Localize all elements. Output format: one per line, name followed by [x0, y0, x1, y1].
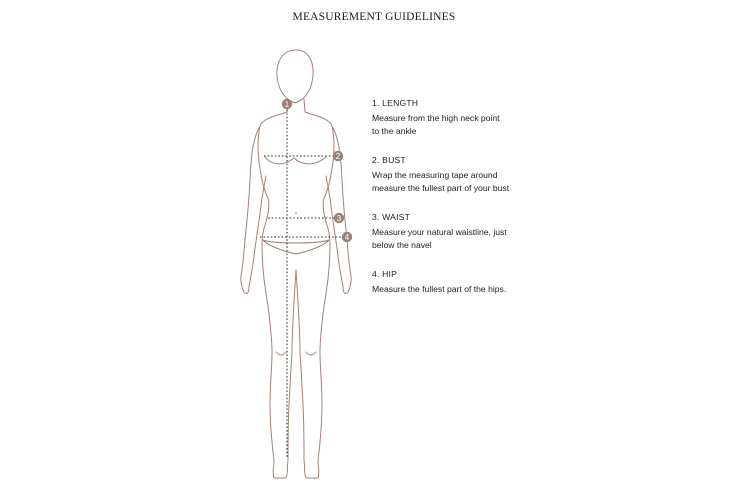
marker-2-label: 2: [335, 152, 341, 161]
step-length: [372, 97, 500, 137]
step-hip-heading: 4. HIP: [372, 269, 398, 279]
marker-4: [342, 232, 352, 242]
body-outline: [241, 50, 351, 478]
marker-3: [334, 213, 344, 223]
step-length-line-2: to the ankle: [372, 125, 417, 136]
bust-outline: [265, 157, 326, 164]
right-torso-outline: [305, 112, 334, 244]
step-hip-line-1: Measure the fullest part of the hips.: [372, 284, 507, 295]
left-torso-outline: [258, 112, 287, 244]
marker-2: [333, 151, 343, 161]
measurement-guides: [260, 106, 343, 458]
step-waist-heading: 3. WAIST: [372, 212, 411, 222]
step-bust-heading: 2. BUST: [372, 155, 406, 165]
step-length-line-1: Measure from the high neck point: [372, 113, 500, 124]
marker-4-label: 4: [344, 233, 350, 242]
step-waist-line-2: below the navel: [372, 239, 432, 250]
step-bust-line-1: Wrap the measuring tape around: [372, 170, 498, 181]
page-title: MEASUREMENT GUIDELINES: [292, 11, 456, 23]
left-leg-outline: [262, 244, 296, 478]
head-outline: [277, 50, 313, 103]
step-bust-line-2: measure the fullest part of your bust: [372, 182, 510, 193]
step-waist-line-1: Measure your natural waistline, just: [372, 227, 507, 238]
step-waist: [372, 211, 507, 251]
briefs-outline: [263, 240, 329, 254]
left-arm-outline: [241, 126, 266, 294]
step-length-heading: 1. LENGTH: [372, 98, 419, 108]
marker-1-label: 1: [284, 100, 290, 109]
step-bust: [372, 154, 509, 194]
knee-detail: [276, 352, 316, 355]
navel-dot: [295, 212, 297, 214]
marker-3-label: 3: [336, 214, 342, 223]
right-leg-outline: [296, 244, 330, 478]
step-hip: [372, 268, 506, 296]
marker-1: [282, 99, 292, 109]
